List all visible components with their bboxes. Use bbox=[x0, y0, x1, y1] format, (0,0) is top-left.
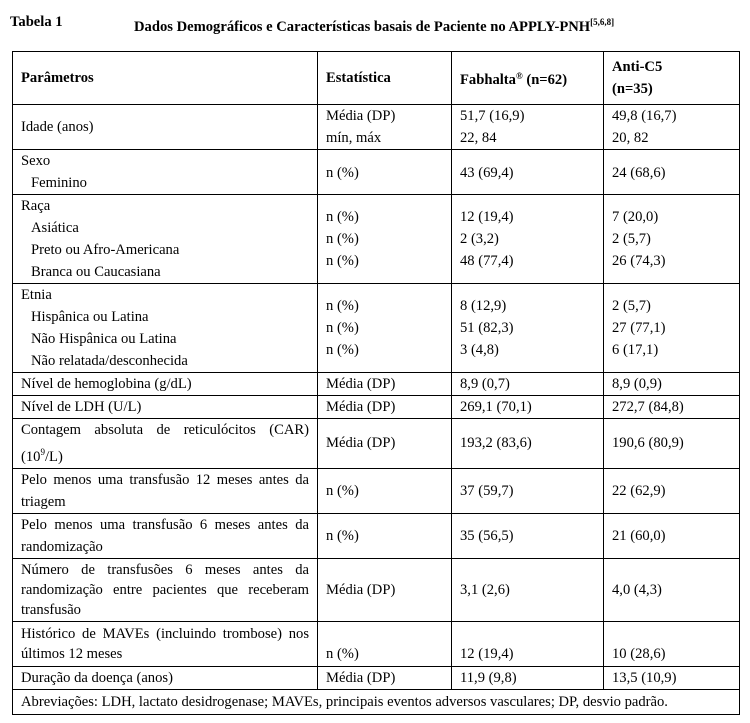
table-row bbox=[13, 105, 740, 150]
table-row bbox=[13, 150, 740, 195]
statistic-cell: Média (DP) bbox=[318, 373, 452, 396]
statistic-cell: Média (DP) mín, máx bbox=[318, 105, 452, 150]
table-row bbox=[13, 513, 740, 558]
statistic-cell: n (%) bbox=[318, 150, 452, 195]
table-row bbox=[13, 621, 740, 666]
anti-c5-value: 21 (60,0) bbox=[604, 513, 740, 558]
row-label: Histórico de MAVEs (incluindo trombose) nos últimos 12 meses bbox=[13, 621, 318, 666]
row-label: Sexo Feminino bbox=[13, 150, 318, 195]
fabhalta-value: 51,7 (16,9) 22, 84 bbox=[452, 105, 604, 150]
table-row bbox=[13, 195, 740, 284]
table-row bbox=[13, 468, 740, 513]
anti-c5-value: 2 (5,7) 27 (77,1) 6 (17,1) bbox=[604, 284, 740, 373]
statistic-cell: Média (DP) bbox=[318, 666, 452, 689]
table-row bbox=[13, 284, 740, 373]
statistic-cell: n (%) n (%) n (%) bbox=[318, 284, 452, 373]
row-label: Contagem absoluta de reticulócitos (CAR) $(10^9/L)$ bbox=[13, 419, 318, 469]
abbreviations-row bbox=[13, 689, 740, 714]
anti-c5-value: 7 (20,0) 2 (5,7) 26 (74,3) bbox=[604, 195, 740, 284]
anti-c5-value: 10 (28,6) bbox=[604, 621, 740, 666]
anti-c5-value: 190,6 (80,9) bbox=[604, 419, 740, 469]
fabhalta-value: 37 (59,7) bbox=[452, 468, 604, 513]
row-label: Etnia Hispânica ou Latina Não Hispânica ou Latina Não relatada/desconhecida bbox=[13, 284, 318, 373]
fabhalta-value: 3,1 (2,6) bbox=[452, 558, 604, 621]
fabhalta-value: 12 (19,4) 2 (3,2) 48 (77,4) bbox=[452, 195, 604, 284]
anti-c5-value: 4,0 (4,3) bbox=[604, 558, 740, 621]
fabhalta-value: 193,2 (83,6) bbox=[452, 419, 604, 469]
fabhalta-value: 8 (12,9) 51 (82,3) 3 (4,8) bbox=[452, 284, 604, 373]
anti-c5-value: 49,8 (16,7) 20, 82 bbox=[604, 105, 740, 150]
statistic-cell: Média (DP) bbox=[318, 419, 452, 469]
table-row bbox=[13, 666, 740, 689]
row-label: Pelo menos uma transfusão 6 meses antes da randomização bbox=[13, 513, 318, 558]
statistic-cell: n (%) n (%) n (%) bbox=[318, 195, 452, 284]
table-row bbox=[13, 373, 740, 396]
anti-c5-value: 272,7 (84,8) bbox=[604, 396, 740, 419]
statistic-cell: n (%) bbox=[318, 621, 452, 666]
table-title: Dados Demográficos e Características basais de Paciente no APPLY-PNH[5,6,8] bbox=[134, 17, 615, 35]
anti-c5-value: 24 (68,6) bbox=[604, 150, 740, 195]
anti-c5-value: 8,9 (0,9) bbox=[604, 373, 740, 396]
row-label: Número de transfusões 6 meses antes da randomização entre pacientes que receberam transfusão bbox=[13, 558, 318, 621]
fabhalta-value: 35 (56,5) bbox=[452, 513, 604, 558]
demographics-table bbox=[12, 51, 740, 715]
fabhalta-value: 43 (69,4) bbox=[452, 150, 604, 195]
table-row bbox=[13, 419, 740, 469]
statistic-cell: n (%) bbox=[318, 468, 452, 513]
header-estatistica: Estatística bbox=[318, 52, 452, 105]
anti-c5-value: 13,5 (10,9) bbox=[604, 666, 740, 689]
row-label: Nível de hemoglobina (g/dL) bbox=[13, 373, 318, 396]
table-row bbox=[13, 558, 740, 621]
registered-mark: ® bbox=[515, 71, 523, 81]
table-row bbox=[13, 396, 740, 419]
statistic-cell: Média (DP) bbox=[318, 558, 452, 621]
header-row bbox=[13, 52, 740, 105]
row-label: Nível de LDH (U/L) bbox=[13, 396, 318, 419]
table-number: Tabela 1 bbox=[10, 14, 63, 30]
statistic-cell: Média (DP) bbox=[318, 396, 452, 419]
anti-c5-value: 22 (62,9) bbox=[604, 468, 740, 513]
fabhalta-value: 269,1 (70,1) bbox=[452, 396, 604, 419]
row-label: Duração da doença (anos) bbox=[13, 666, 318, 689]
reference-marks: [5,6,8] bbox=[590, 17, 615, 27]
fabhalta-value: 8,9 (0,7) bbox=[452, 373, 604, 396]
statistic-cell: n (%) bbox=[318, 513, 452, 558]
header-parametros: Parâmetros bbox=[13, 52, 318, 105]
fabhalta-value: 12 (19,4) bbox=[452, 621, 604, 666]
row-label: Pelo menos uma transfusão 12 meses antes da triagem bbox=[13, 468, 318, 513]
header-anti-c5: Anti-C5 (n=35) bbox=[604, 52, 740, 105]
header-fabhalta: Fabhalta® (n=62) bbox=[452, 52, 604, 105]
abbreviations-note: Abreviações: LDH, lactato desidrogenase; MAVEs, principais eventos adversos vasculares; DP, desvio padrão. bbox=[13, 689, 740, 714]
row-label: Idade (anos) bbox=[13, 105, 318, 150]
fabhalta-value: 11,9 (9,8) bbox=[452, 666, 604, 689]
row-label: Raça Asiática Preto ou Afro-Americana Branca ou Caucasiana bbox=[13, 195, 318, 284]
